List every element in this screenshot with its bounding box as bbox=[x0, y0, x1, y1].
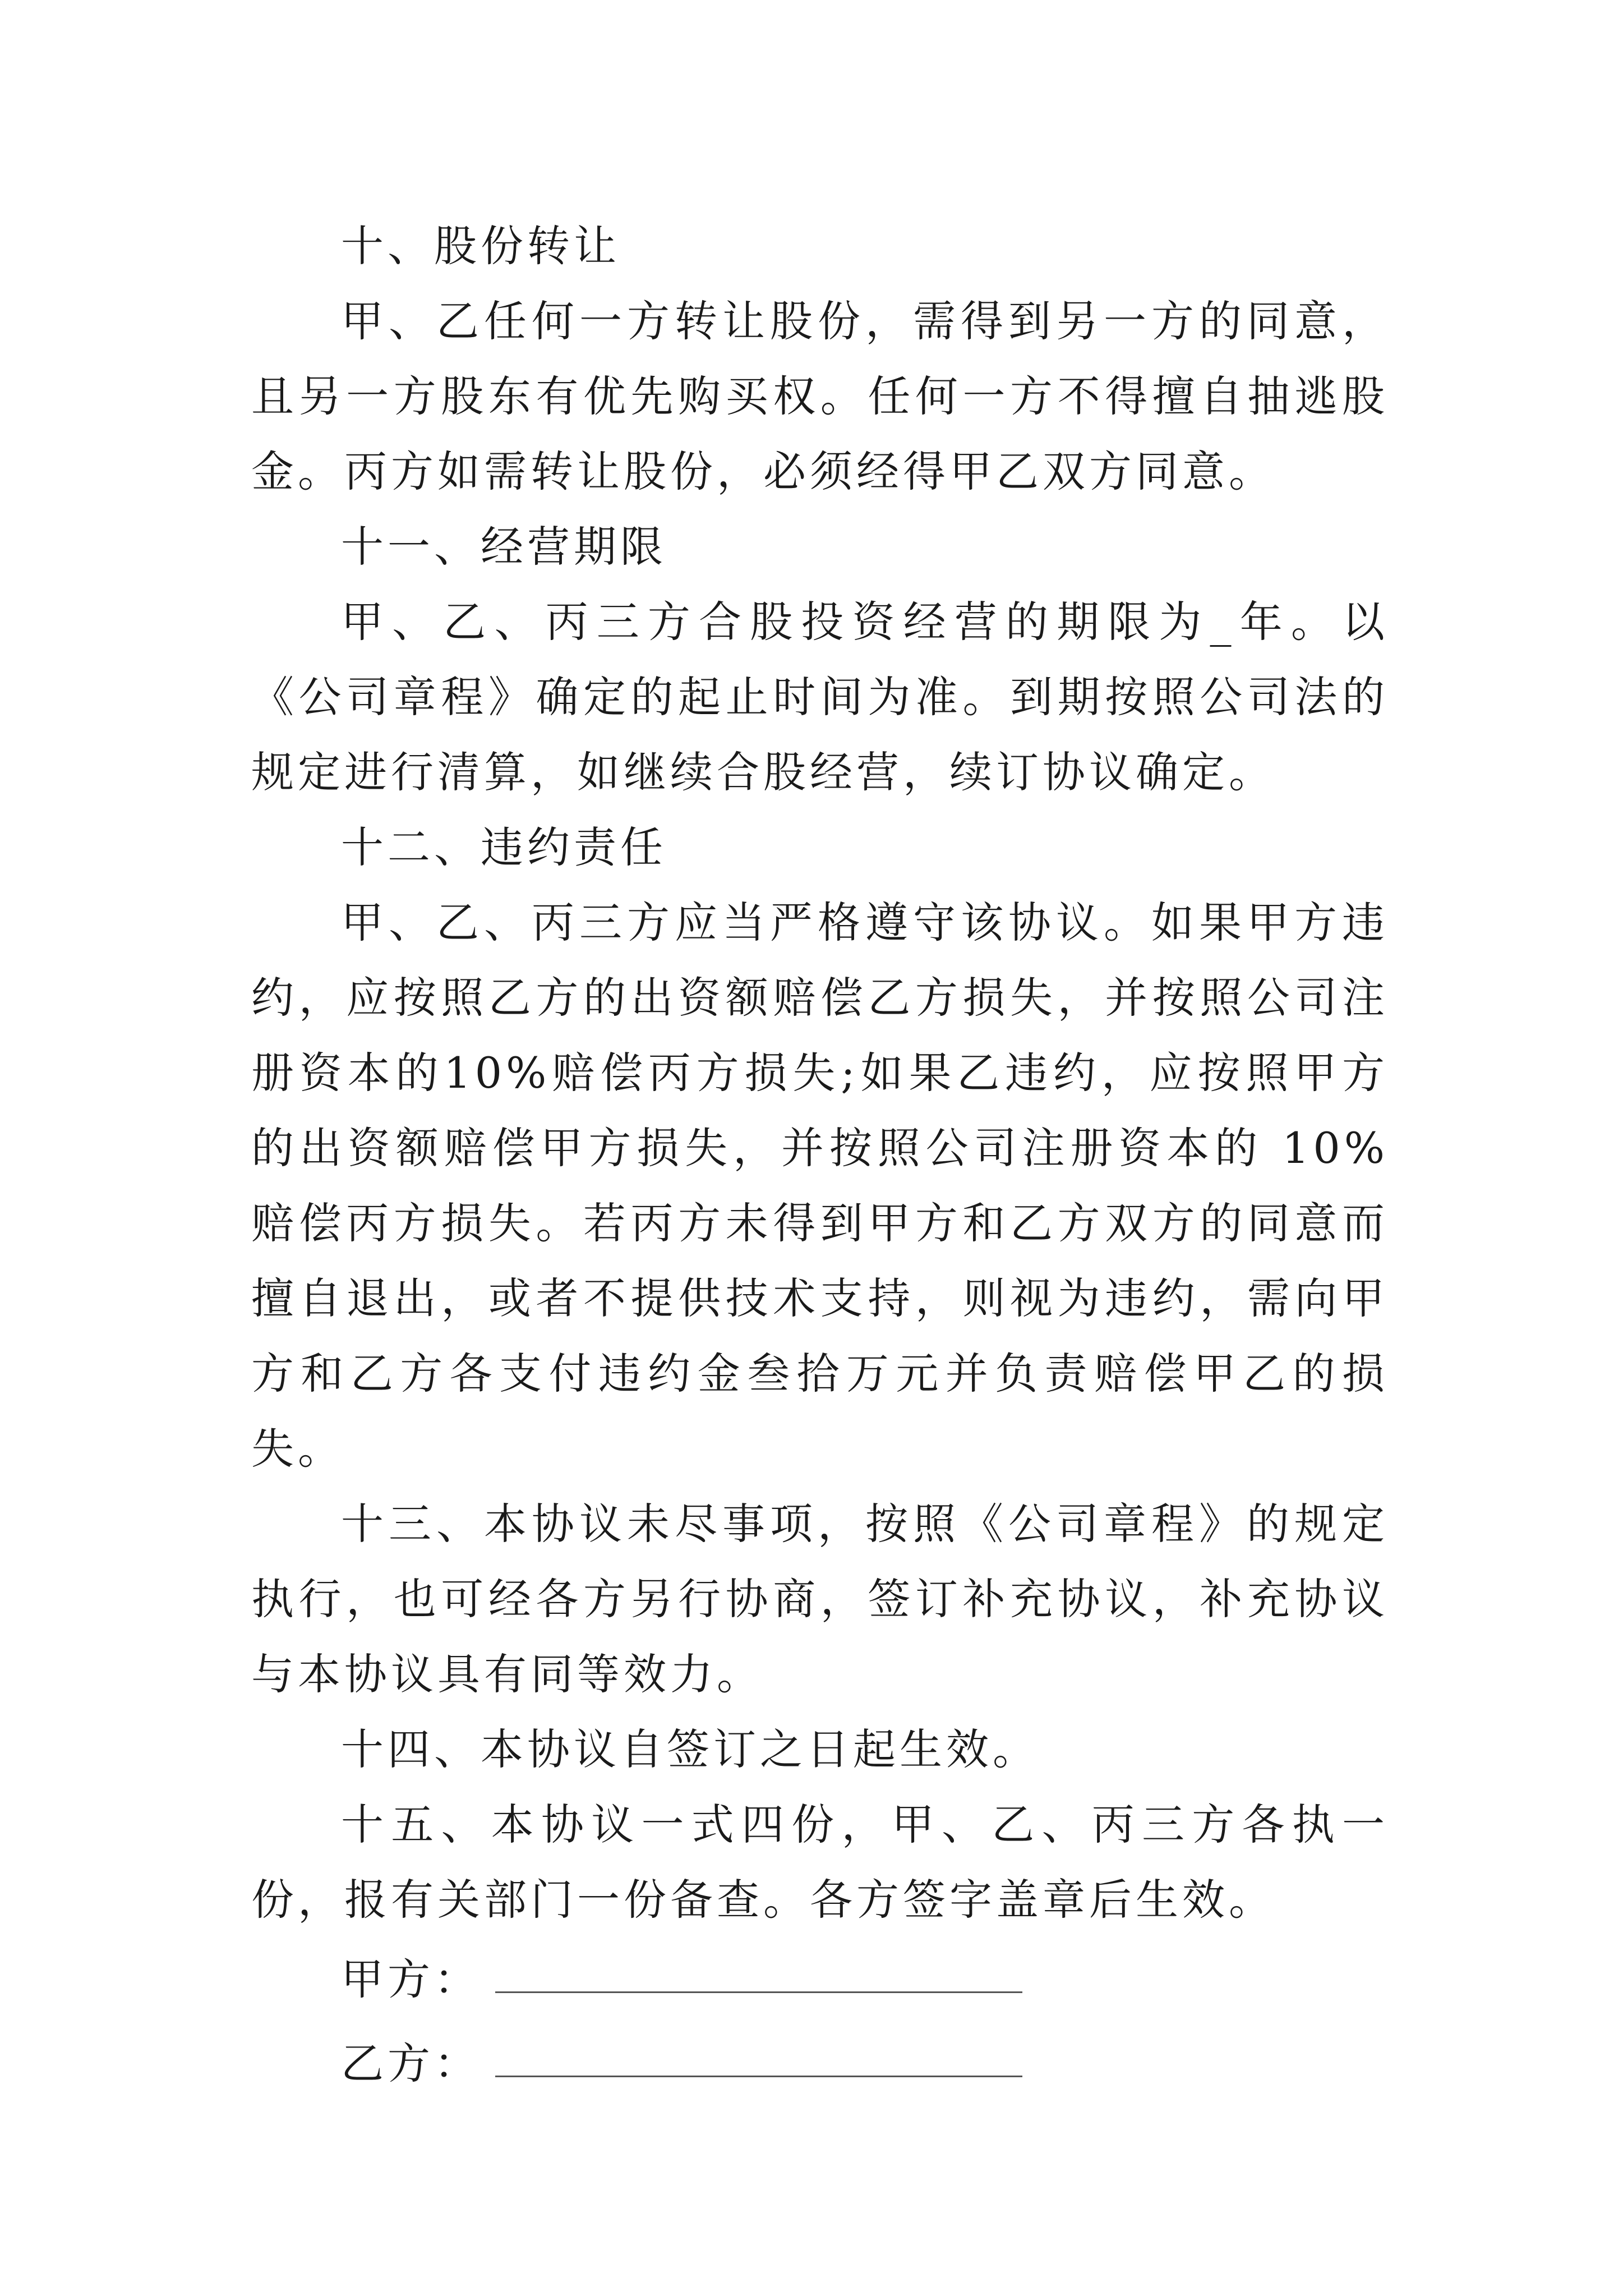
section-body-breach-liability: 甲、乙、丙三方应当严格遵守该协议。如果甲方违约，应按照乙方的出资额赔偿乙方损失，并按照公司注册资本的10%赔偿丙方损失;如果乙违约，应按照甲方的出资额赔偿甲方损失，并按照公司注册资本的 10%赔偿丙方损失。若丙方未得到甲方和乙方双方的同意而擅自退出，或者不提供技术支持，则视为违约，需向甲方和乙方各支付违约金叁拾万元并负责赔偿甲乙的损失。 bbox=[251, 898, 1389, 1474]
party-b-signature-line bbox=[251, 2022, 1389, 2106]
section-heading-share-transfer: 十、股份转让 bbox=[341, 221, 620, 271]
party-a-label: 甲方： bbox=[341, 1954, 481, 2004]
party-b-label: 乙方： bbox=[341, 2039, 481, 2088]
party-b-signature-field[interactable] bbox=[495, 2076, 1022, 2077]
section-body-operating-term: 甲、乙、丙三方合股投资经营的期限为_年。以《公司章程》确定的起止时间为准。到期按照公司法的规定进行清算，如继续合股经营，续订协议确定。 bbox=[251, 597, 1389, 797]
section-heading-operating-term: 十一、经营期限 bbox=[341, 522, 667, 572]
document-body bbox=[251, 209, 1389, 2106]
party-a-signature-field[interactable] bbox=[495, 1991, 1022, 1993]
section-body-share-transfer: 甲、乙任何一方转让股份，需得到另一方的同意，且另一方股东有优先购买权。任何一方不得擅自抽逃股金。丙方如需转让股份，必须经得甲乙双方同意。 bbox=[251, 296, 1389, 496]
clause-14-paragraph: 十四、本协议自签订之日起生效。 bbox=[341, 1724, 1039, 1774]
section-heading-breach-liability: 十二、违约责任 bbox=[341, 822, 667, 872]
clause-13-paragraph: 十三、本协议未尽事项，按照《公司章程》的规定执行，也可经各方另行协商，签订补充协议，补充协议与本协议具有同等效力。 bbox=[251, 1499, 1389, 1699]
clause-15-paragraph: 十五、本协议一式四份，甲、乙、丙三方各执一份，报有关部门一份备查。各方签字盖章后生效。 bbox=[251, 1800, 1389, 1925]
party-a-signature-line bbox=[251, 1938, 1389, 2022]
